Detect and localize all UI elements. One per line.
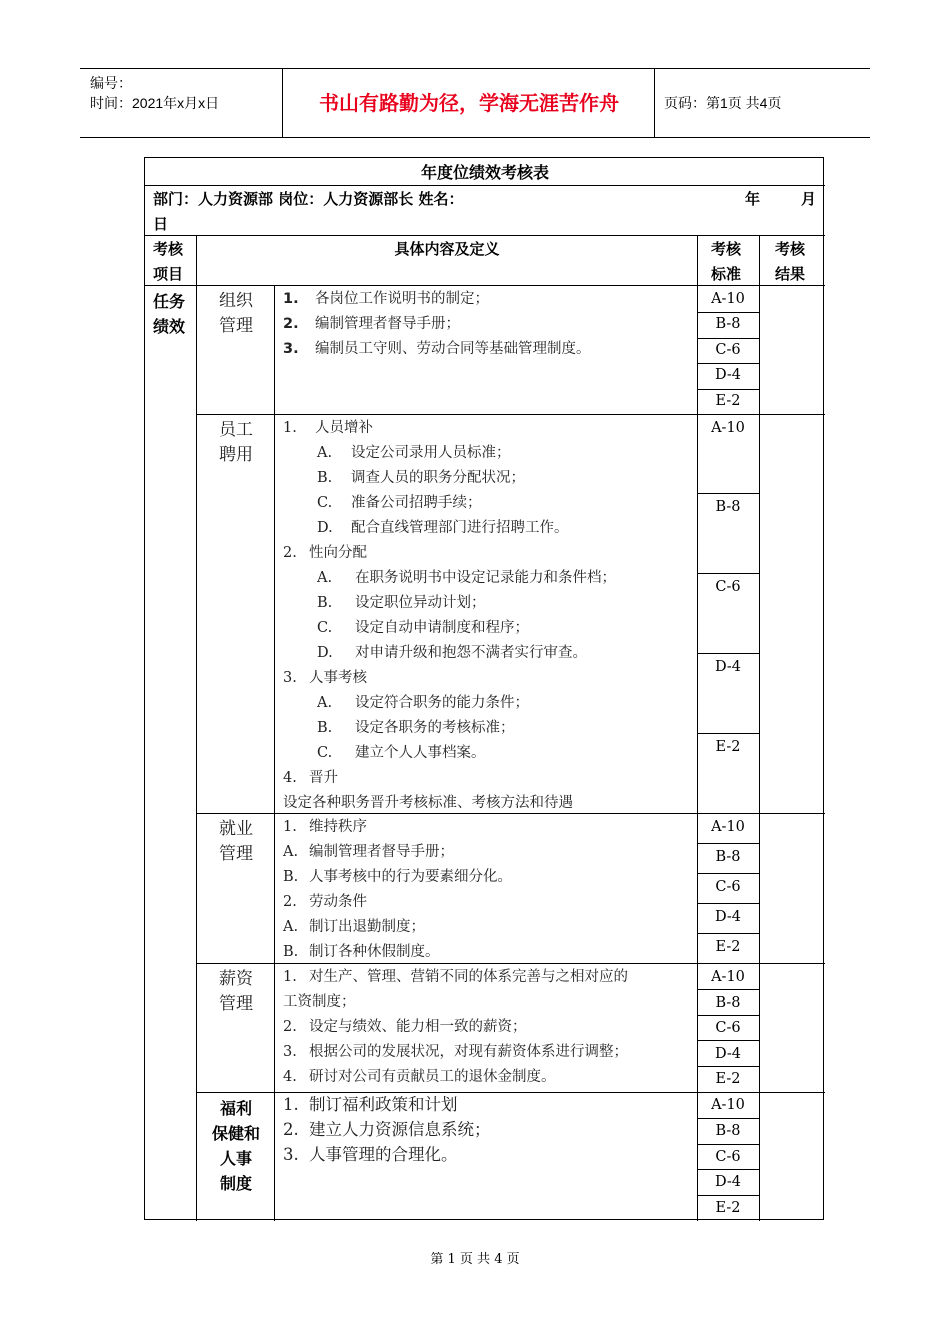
item-text: 制订出退勤制度； bbox=[309, 919, 425, 935]
item-text: 根据公司的发展状况，对现有薪资体系进行调整； bbox=[309, 1044, 628, 1060]
grade-label: B-8 bbox=[715, 499, 741, 515]
item-text: 编制管理者督导手册； bbox=[315, 316, 460, 332]
item-text: 制订各种休假制度。 bbox=[309, 944, 440, 960]
grade-line bbox=[697, 933, 759, 934]
item-text: 人事考核中的行为要素细分化。 bbox=[309, 869, 512, 885]
item-text: 维持秩序 bbox=[309, 819, 367, 835]
grade-line bbox=[697, 573, 759, 574]
row-line bbox=[196, 414, 825, 415]
col-item-header-2: 项目 bbox=[153, 265, 184, 283]
item-text: 研讨对公司有贡献员工的退休金制度。 bbox=[309, 1069, 556, 1085]
assessment-table bbox=[144, 157, 824, 1220]
grade-label: C-6 bbox=[715, 1020, 741, 1036]
code-label: 编号： bbox=[90, 75, 132, 91]
grade-line bbox=[697, 312, 759, 313]
item-number: 1. bbox=[283, 291, 299, 307]
col-item-header-1: 考核 bbox=[153, 240, 184, 258]
grade-line bbox=[697, 1169, 759, 1170]
grade-label: A-10 bbox=[711, 819, 745, 835]
grade-label: D-4 bbox=[714, 367, 742, 383]
item-number: D. bbox=[317, 645, 333, 661]
item-number: 1. bbox=[283, 819, 297, 835]
sub-category-label: 保健和 bbox=[211, 1124, 260, 1143]
item-number: 2. bbox=[283, 545, 297, 561]
page-header bbox=[80, 68, 870, 138]
col-content-header: 具体内容及定义 bbox=[394, 240, 500, 258]
grade-label: A-10 bbox=[711, 1097, 745, 1113]
header-motto: 书山有路勤为径，学海无涯苦作舟 bbox=[319, 91, 619, 115]
grade-label: A-10 bbox=[711, 420, 745, 436]
header-divider bbox=[282, 69, 283, 137]
grade-line bbox=[697, 1040, 759, 1041]
item-number: B. bbox=[317, 720, 333, 736]
grade-label: A-10 bbox=[711, 291, 745, 307]
row-line bbox=[145, 285, 825, 286]
grade-label: A-10 bbox=[711, 969, 745, 985]
item-number: C. bbox=[317, 495, 333, 511]
item-number: 2. bbox=[283, 1019, 297, 1035]
grade-line bbox=[697, 1015, 759, 1016]
column-line bbox=[759, 235, 760, 1221]
item-number: B. bbox=[317, 595, 333, 611]
item-number: C. bbox=[317, 620, 333, 636]
grade-line bbox=[697, 989, 759, 990]
date-label: 时间：2021年x月x日 bbox=[90, 95, 220, 111]
item-text: 设定各职务的考核标准； bbox=[355, 720, 515, 736]
grade-label: E-2 bbox=[715, 739, 741, 755]
header-page-label: 页码：第1页 共4页 bbox=[664, 95, 782, 111]
row-line bbox=[196, 963, 825, 964]
col-result-header-1: 考核 bbox=[775, 240, 806, 258]
item-number: 3. bbox=[283, 1044, 297, 1060]
header-code-block bbox=[90, 73, 219, 113]
header-divider bbox=[654, 69, 655, 137]
item-text: 劳动条件 bbox=[309, 894, 367, 910]
item-number: D. bbox=[317, 520, 333, 536]
item-number: B. bbox=[283, 944, 299, 960]
grade-label: B-8 bbox=[715, 1123, 741, 1139]
item-number: 2. bbox=[283, 316, 299, 332]
grade-line bbox=[697, 493, 759, 494]
grade-line bbox=[697, 873, 759, 874]
grade-label: D-4 bbox=[714, 1174, 742, 1190]
item-text: 准备公司招聘手续； bbox=[351, 495, 482, 511]
grade-label: D-4 bbox=[714, 659, 742, 675]
item-text: 设定自动申请制度和程序； bbox=[355, 620, 529, 636]
grade-label: B-8 bbox=[715, 316, 741, 332]
item-number: 1. bbox=[283, 969, 297, 985]
item-text: 对申请升级和抱怨不满者实行审查。 bbox=[355, 645, 587, 661]
info-line: 部门：人力资源部 岗位：人力资源部长 姓名： bbox=[153, 190, 464, 208]
item-number: 3. bbox=[283, 670, 297, 686]
sub-category-label: 管理 bbox=[219, 994, 253, 1014]
item-text: 编制员工守则、劳动合同等基础管理制度。 bbox=[315, 341, 591, 357]
grade-label: D-4 bbox=[714, 1046, 742, 1062]
item-number: 3. bbox=[283, 341, 299, 357]
grade-label: E-2 bbox=[715, 1071, 741, 1087]
row-line bbox=[145, 235, 825, 236]
sub-category-label: 薪资 bbox=[219, 969, 253, 989]
item-text: 工资制度； bbox=[283, 994, 356, 1010]
grade-label: E-2 bbox=[715, 1200, 741, 1216]
item-number: 1. bbox=[283, 1095, 299, 1114]
grade-label: C-6 bbox=[715, 1149, 741, 1165]
item-text: 调查人员的职务分配状况； bbox=[351, 470, 525, 486]
item-text: 设定符合职务的能力条件； bbox=[355, 695, 529, 711]
item-number: 4. bbox=[283, 770, 297, 786]
main-category-1: 任务 bbox=[153, 292, 186, 311]
col-std-header-1: 考核 bbox=[711, 240, 742, 258]
item-text: 各岗位工作说明书的制定； bbox=[315, 291, 489, 307]
grade-line bbox=[697, 903, 759, 904]
grade-line bbox=[697, 843, 759, 844]
info-year: 年 bbox=[745, 190, 761, 208]
item-text: 人事管理的合理化。 bbox=[309, 1145, 458, 1164]
main-category-2: 绩效 bbox=[153, 317, 186, 336]
item-number: 3. bbox=[283, 1145, 299, 1164]
item-text: 在职务说明书中设定记录能力和条件档； bbox=[355, 570, 616, 586]
info-day: 日 bbox=[153, 215, 169, 233]
column-line bbox=[196, 235, 197, 1221]
item-text: 设定公司录用人员标准； bbox=[351, 445, 511, 461]
grade-line bbox=[697, 1118, 759, 1119]
item-number: B. bbox=[317, 470, 333, 486]
sub-category-label: 管理 bbox=[219, 844, 253, 864]
sub-category-label: 组织 bbox=[219, 291, 253, 311]
sub-category-label: 制度 bbox=[219, 1174, 252, 1193]
grade-line bbox=[697, 653, 759, 654]
item-number: B. bbox=[283, 869, 299, 885]
col-std-header-2: 标准 bbox=[711, 265, 742, 283]
sub-category-label: 就业 bbox=[219, 819, 253, 839]
grade-line bbox=[697, 363, 759, 364]
item-text: 编制管理者督导手册； bbox=[309, 844, 454, 860]
item-text: 人员增补 bbox=[315, 420, 373, 436]
grade-line bbox=[697, 1195, 759, 1196]
item-text: 建立个人人事档案。 bbox=[355, 745, 486, 761]
table-title: 年度位绩效考核表 bbox=[420, 163, 549, 182]
item-number: 2. bbox=[283, 894, 297, 910]
grade-label: B-8 bbox=[715, 995, 741, 1011]
item-text: 制订福利政策和计划 bbox=[309, 1095, 458, 1114]
col-result-header-2: 结果 bbox=[775, 265, 806, 283]
item-number: 4. bbox=[283, 1069, 297, 1085]
item-number: A. bbox=[317, 570, 333, 586]
sub-category-label: 人事 bbox=[219, 1149, 252, 1168]
grade-line bbox=[697, 733, 759, 734]
item-text: 晋升 bbox=[309, 770, 338, 786]
grade-line bbox=[697, 1066, 759, 1067]
page-footer: 第 1 页 共 4 页 bbox=[430, 1252, 520, 1267]
grade-line bbox=[697, 338, 759, 339]
grade-label: C-6 bbox=[715, 342, 741, 358]
sub-category-label: 聘用 bbox=[219, 445, 253, 465]
sub-category-label: 员工 bbox=[219, 420, 253, 440]
info-month: 月 bbox=[801, 190, 817, 208]
grade-label: B-8 bbox=[715, 849, 741, 865]
grade-label: C-6 bbox=[715, 879, 741, 895]
row-line bbox=[196, 1092, 825, 1093]
grade-label: D-4 bbox=[714, 909, 742, 925]
grade-label: E-2 bbox=[715, 939, 741, 955]
item-text: 配合直线管理部门进行招聘工作。 bbox=[351, 520, 569, 536]
grade-line bbox=[697, 389, 759, 390]
item-text: 人事考核 bbox=[309, 670, 367, 686]
grade-line bbox=[697, 1144, 759, 1145]
item-number: A. bbox=[283, 844, 299, 860]
grade-label: E-2 bbox=[715, 393, 741, 409]
item-text: 建立人力资源信息系统； bbox=[309, 1120, 491, 1139]
row-line bbox=[145, 185, 825, 186]
row-line bbox=[196, 813, 825, 814]
item-number: 2. bbox=[283, 1120, 299, 1139]
sub-category-label: 福利 bbox=[219, 1099, 252, 1118]
item-text: 对生产、管理、营销不同的体系完善与之相对应的 bbox=[309, 969, 628, 985]
item-number: C. bbox=[317, 745, 333, 761]
item-text: 设定职位异动计划； bbox=[355, 595, 486, 611]
item-number: A. bbox=[317, 695, 333, 711]
item-number: A. bbox=[283, 919, 299, 935]
item-text: 性向分配 bbox=[309, 545, 367, 561]
item-text: 设定各种职务晋升考核标准、考核方法和待遇 bbox=[283, 795, 573, 811]
grade-label: C-6 bbox=[715, 579, 741, 595]
sub-category-label: 管理 bbox=[219, 316, 253, 336]
item-text: 设定与绩效、能力相一致的薪资； bbox=[309, 1019, 527, 1035]
item-number: 1. bbox=[283, 420, 297, 436]
item-number: A. bbox=[317, 445, 333, 461]
